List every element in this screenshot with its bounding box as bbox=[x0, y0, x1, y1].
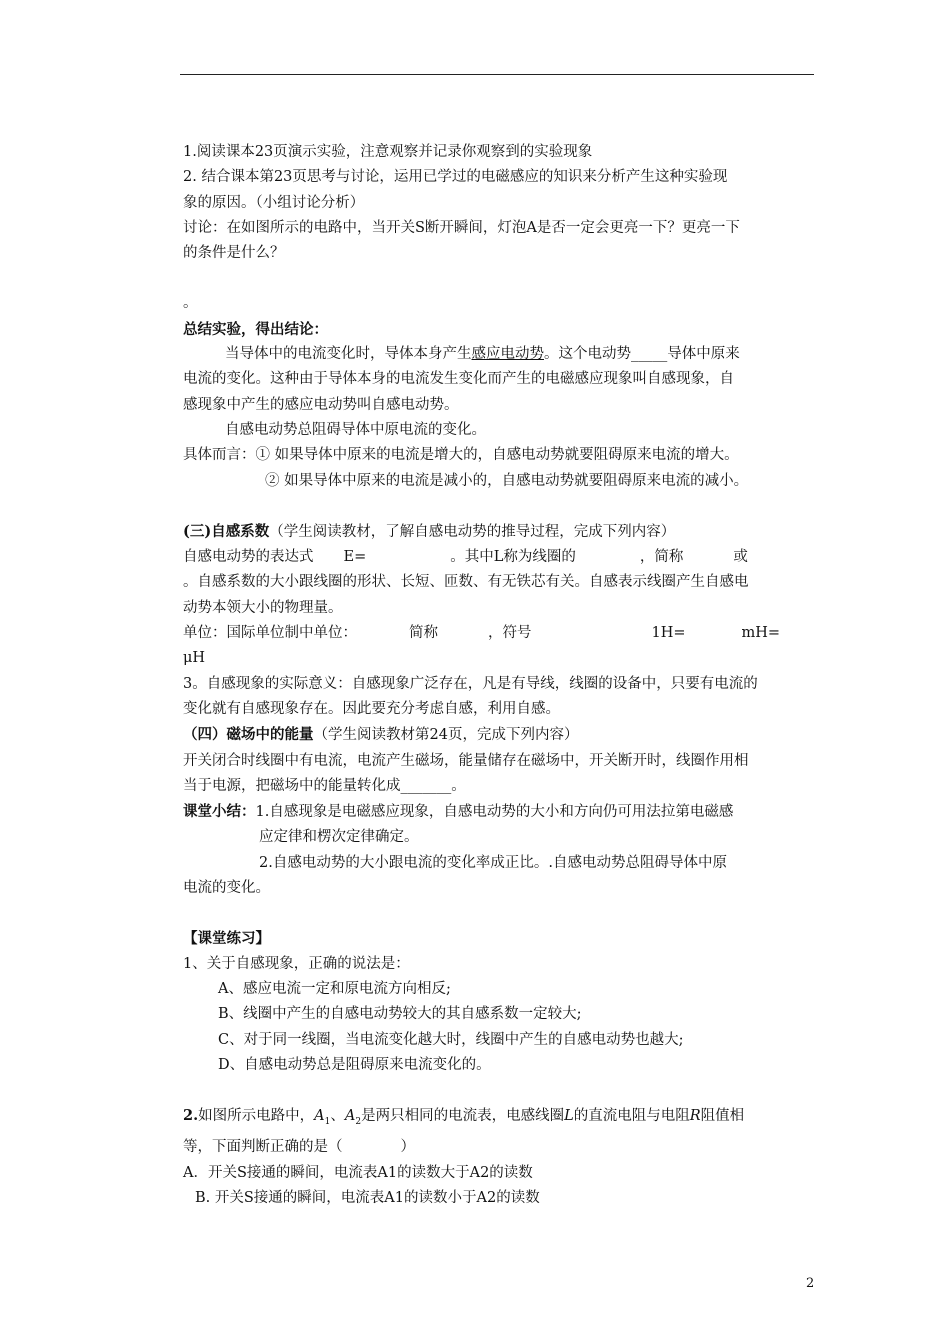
question-1-option-d: D、自感电动势总是阻碍原来电流变化的。 bbox=[218, 1056, 491, 1073]
question-1: 1、关于自感现象，正确的说法是： bbox=[183, 955, 410, 972]
specific-1: 具体而言：① 如果导体中原来的电流是增大的，自感电动势就要阻碍原来电流的增大。 bbox=[183, 447, 739, 464]
question-1-option-b: B、线圈中产生的自感电动势较大的其自感系数一定较大; bbox=[218, 1006, 582, 1023]
practical-line-2: 变化就有自感现象存在。因此要充分考虑自感，利用自感。 bbox=[183, 700, 560, 717]
lesson-summary-4: 电流的变化。 bbox=[183, 880, 270, 897]
lesson-summary-1: 课堂小结：1.自感现象是电磁感应现象，自感电动势的大小和方向仍可用法拉第电磁感 bbox=[183, 803, 734, 821]
exercise-heading: 【课堂练习】 bbox=[183, 930, 270, 948]
page-number: 2 bbox=[806, 1276, 815, 1291]
question-2-option-a: A．开关S接通的瞬间，电流表A1的读数大于A2的读数 bbox=[183, 1164, 533, 1181]
question-2-line-2: 等，下面判断正确的是（ ） bbox=[183, 1139, 415, 1156]
para-2a: 2. 结合课本第23页思考与讨论，运用已学过的电磁感应的知识来分析产生这种实验现 bbox=[183, 169, 728, 186]
question-2-option-b: B. 开关S接通的瞬间，电流表A1的读数小于A2的读数 bbox=[195, 1189, 540, 1206]
lesson-summary-3: 2.自感电动势的大小跟电流的变化率成正比。.自感电动势总阻碍导体中原 bbox=[259, 854, 727, 871]
energy-line-2: 当于电源，把磁场中的能量转化成_______。 bbox=[183, 777, 466, 794]
lesson-summary-2: 应定律和楞次定律确定。 bbox=[259, 829, 419, 846]
energy-line-1: 开关闭合时线圈中有电流，电流产生磁场，能量储存在磁场中，开关断开时，线圈作用相 bbox=[183, 752, 749, 769]
question-1-option-c: C、对于同一线圈，当电流变化越大时，线圈中产生的自感电动势也越大; bbox=[218, 1031, 684, 1048]
coefficient-line-1: 自感电动势的表达式 E= 。其中L称为线圈的 ，简称 或 bbox=[183, 549, 748, 566]
para-4: 。 bbox=[183, 295, 198, 312]
question-1-option-a: A、感应电流一定和原电流方向相反; bbox=[218, 980, 451, 997]
para-2b: 象的原因。（小组讨论分析） bbox=[183, 194, 365, 211]
section-3-heading: (三)自感系数（学生阅读教材，了解自感电动势的推导过程，完成下列内容） bbox=[183, 522, 676, 540]
summary-line-2: 电流的变化。这种由于导体本身的电流发生变化而产生的电磁感应现象叫自感现象，自 bbox=[183, 371, 734, 388]
unit-line-2: μH bbox=[183, 650, 206, 667]
specific-2: ② 如果导体中原来的电流是减小的，自感电动势就要阻碍原来电流的减小。 bbox=[265, 472, 749, 489]
document-body bbox=[183, 140, 817, 1211]
para-3a: 讨论：在如图所示的电路中，当开关S断开瞬间，灯泡A是否一定会更亮一下？更亮一下 bbox=[183, 219, 740, 236]
practical-line-1: 3。自感现象的实际意义：自感现象广泛存在，凡是有导线，线圈的设备中，只要有电流的 bbox=[183, 675, 758, 692]
question-2-line-1: 2.如图所示电路中，$A_1$、$A_2$是两只相同的电流表，电感线圈L的直流电阻与电阻R阻值相 bbox=[183, 1107, 745, 1127]
para-3b: 的条件是什么？ bbox=[183, 245, 285, 262]
unit-line: 单位：国际单位制中单位： 简称 ，符号 1H= mH= bbox=[183, 625, 781, 642]
para-1: 1.阅读课本23页演示实验，注意观察并记录你观察到的实验现象 bbox=[183, 144, 593, 160]
summary-line-4: 自感电动势总阻碍导体中原电流的变化。 bbox=[225, 421, 486, 438]
underlined-term: 感应电动势 bbox=[471, 346, 544, 363]
header-rule bbox=[180, 74, 814, 75]
coefficient-line-3: 动势本领大小的物理量。 bbox=[183, 599, 343, 616]
section-4-heading: （四）磁场中的能量（学生阅读教材第24页，完成下列内容） bbox=[183, 726, 579, 744]
summary-line-3: 感现象中产生的感应电动势叫自感电动势。 bbox=[183, 396, 459, 413]
coefficient-line-2: 。自感系数的大小跟线圈的形状、长短、匝数、有无铁芯有关。自感表示线圈产生自感电 bbox=[183, 574, 749, 591]
heading-conclusion: 总结实验，得出结论： bbox=[183, 320, 328, 338]
summary-line-1: 当导体中的电流变化时，导体本身产生感应电动势。这个电动势_____导体中原来 bbox=[225, 346, 740, 363]
